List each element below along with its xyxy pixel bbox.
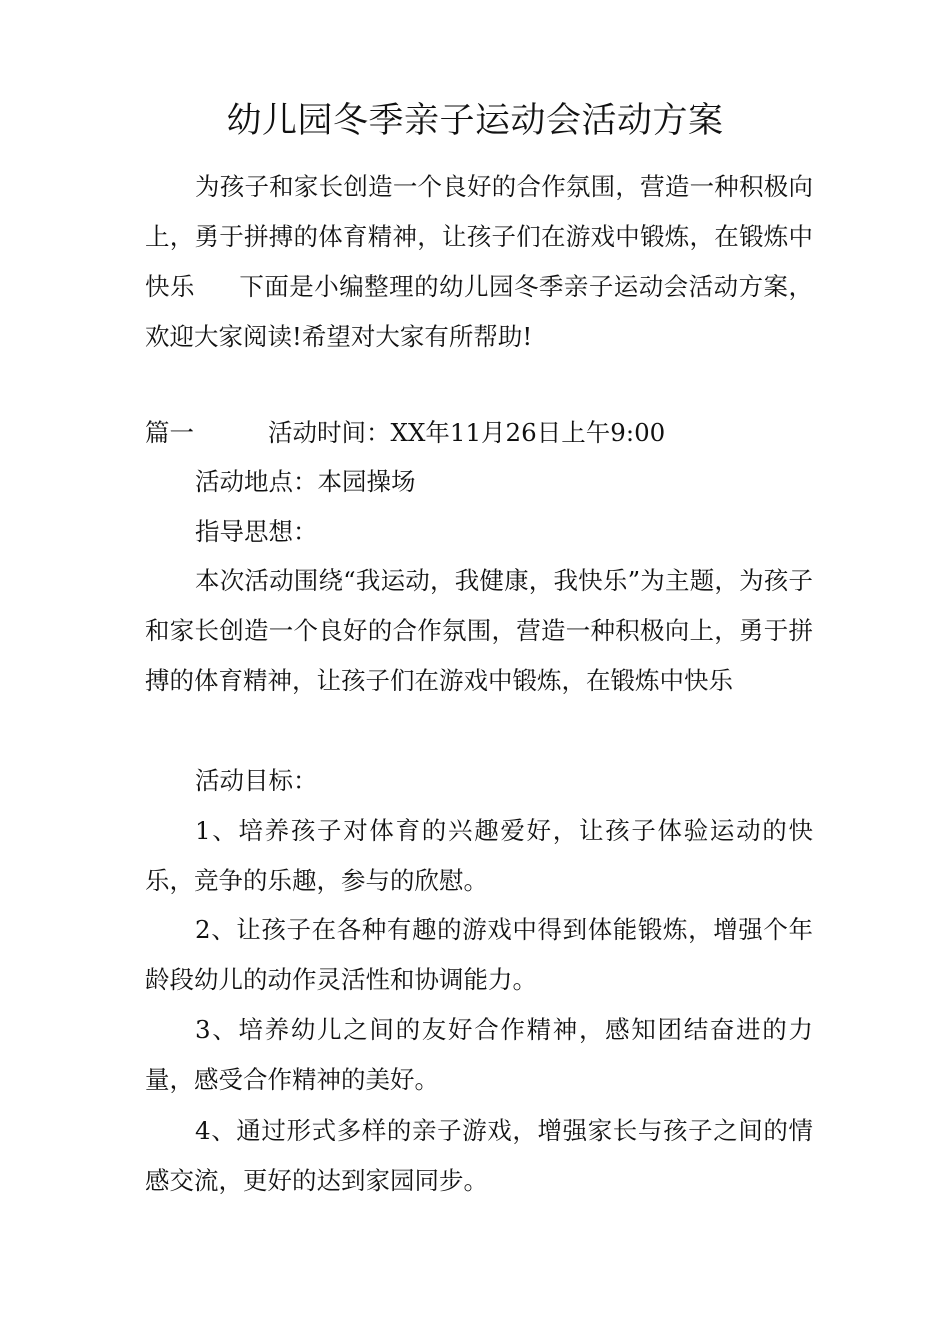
guiding-thought-heading: 指导思想： <box>195 517 318 546</box>
activity-time: 活动时间：XX年11月26日上午9:00 <box>268 418 666 447</box>
document-title: 幼儿园冬季亲子运动会活动方案 <box>226 101 724 141</box>
activity-place: 活动地点：本园操场 <box>195 467 416 496</box>
goals-heading: 活动目标： <box>195 766 318 795</box>
intro-paragraph <box>145 162 813 362</box>
goal-item: 3、培养幼儿之间的友好合作精神，感知团结奋进的力量，感受合作精神的美好。 <box>145 1015 813 1094</box>
intro-text-part2: 下面是小编整理的幼儿园冬季亲子运动会活动方案，欢迎大家阅读!希望对大家有所帮助! <box>145 272 813 351</box>
section-label: 篇一 <box>145 418 194 447</box>
goal-item: 2、让孩子在各种有趣的游戏中得到体能锻炼，增强个年龄段幼儿的动作灵活性和协调能力。 <box>145 915 813 994</box>
intro-text-part1: 为孩子和家长创造一个良好的合作氛围，营造一种积极向上，勇于拼搏的体育精神，让孩子们在游戏中锻炼，在锻炼中快乐 <box>145 172 813 301</box>
goal-item: 4、通过形式多样的亲子游戏，增强家长与孩子之间的情感交流，更好的达到家园同步。 <box>145 1116 813 1195</box>
guiding-thought-body: 本次活动围绕“我运动，我健康，我快乐”为主题，为孩子和家长创造一个良好的合作氛围，营造一种积极向上，勇于拼搏的体育精神，让孩子们在游戏中锻炼，在锻炼中快乐 <box>145 566 813 695</box>
section-header-line <box>145 408 813 458</box>
goal-item: 1、培养孩子对体育的兴趣爱好，让孩子体验运动的快乐，竞争的乐趣，参与的欣慰。 <box>145 816 813 895</box>
